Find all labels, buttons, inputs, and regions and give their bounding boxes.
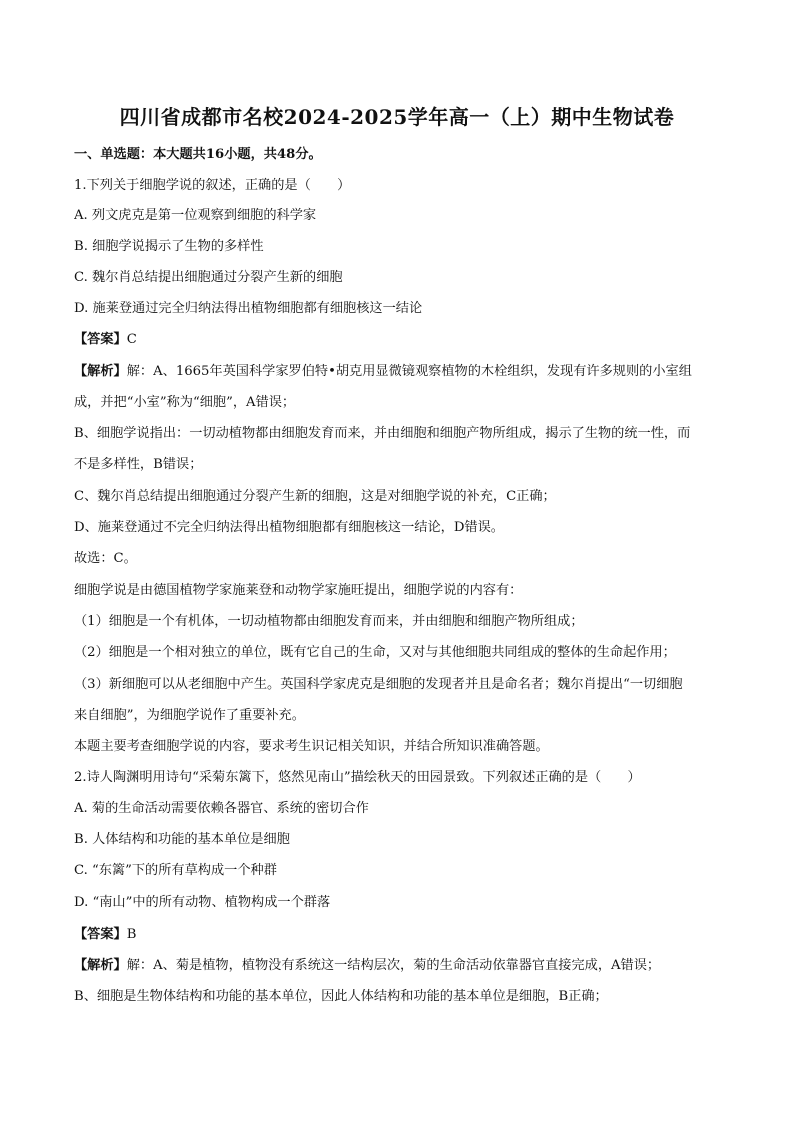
q1-analysis-line: 细胞学说是由德国植物学家施莱登和动物学家施旺提出，细胞学说的内容有：: [74, 583, 523, 598]
q1-analysis-line: B、细胞学说指出：一切动植物都由细胞发育而来，并由细胞和细胞产物所组成，揭示了生物的统一性，而: [74, 426, 691, 441]
q1-analysis-line: （2）细胞是一个相对独立的单位，既有它自己的生命，又对与其他细胞共同组成的整体的生命起作用；: [74, 645, 676, 660]
q2-option-c: C. “东篱”下的所有草构成一个种群: [74, 863, 277, 878]
q1-option-b: B. 细胞学说揭示了生物的多样性: [74, 239, 264, 254]
q1-analysis-line: 本题主要考查细胞学说的内容，要求考生识记相关知识，并结合所知识准确答题。: [74, 739, 549, 754]
q1-option-a: A. 列文虎克是第一位观察到细胞的科学家: [74, 208, 317, 223]
q2-analysis-line: B、细胞是生物体结构和功能的基本单位，因此人体结构和功能的基本单位是细胞，B正确；: [74, 989, 608, 1004]
q2-option-a: A. 菊的生命活动需要依赖各器官、系统的密切合作: [74, 801, 369, 816]
page-title: 四川省成都市名校2024-2025学年高一（上）期中生物试卷: [119, 105, 675, 129]
q1-analysis-line: （1）细胞是一个有机体，一切动植物都由细胞发育而来，并由细胞和细胞产物所组成；: [74, 614, 584, 629]
q1-analysis-line: 成，并把“小室”称为“细胞”，A错误；: [74, 395, 296, 410]
answer-label: 【答案】: [74, 332, 127, 347]
section-heading: 一、单选题：本大题共16小题，共48分。: [74, 147, 322, 162]
q1-analysis-line: 不是多样性，B错误；: [74, 457, 203, 472]
q2-answer-value: B: [126, 927, 137, 942]
q1-analysis-line: D、施莱登通过不完全归纳法得出植物细胞都有细胞核这一结论，D错误。: [74, 520, 504, 535]
q1-answer-value: C: [126, 332, 137, 347]
q1-analysis-line: C、魏尔肖总结提出细胞通过分裂产生新的细胞，这是对细胞学说的补充，C正确；: [74, 489, 556, 504]
q1-analysis-line: [74, 362, 724, 382]
q1-analysis-line: （3）新细胞可以从老细胞中产生。英国科学家虎克是细胞的发现者并且是命名者；魏尔肖提出“一切细胞: [74, 677, 683, 692]
q1-option-d: D. 施莱登通过完全归纳法得出植物细胞都有细胞核这一结论: [74, 301, 423, 316]
q1-analysis-line: 来自细胞”，为细胞学说作了重要补充。: [74, 708, 305, 723]
q2-answer: [74, 925, 724, 945]
q2-option-d: D. “南山”中的所有动物、植物构成一个群落: [74, 895, 331, 910]
q1-option-c: C. 魏尔肖总结提出细胞通过分裂产生新的细胞: [74, 270, 343, 285]
q1-answer: [74, 330, 724, 350]
q1-analysis-text: 解：A、1665年英国科学家罗伯特•胡克用显微镜观察植物的木栓组织，发现有许多规则的小室组: [126, 364, 692, 379]
q2-option-b: B. 人体结构和功能的基本单位是细胞: [74, 832, 290, 847]
question-2-stem: 2.诗人陶渊明用诗句“采菊东篱下，悠然见南山”描绘秋天的田园景致。下列叙述正确的是（ ）: [74, 770, 641, 785]
q1-analysis-line: 故选：C。: [74, 551, 137, 566]
analysis-label: 【解析】: [74, 958, 127, 973]
answer-label: 【答案】: [74, 927, 127, 942]
question-1-stem: 1.下列关于细胞学说的叙述，正确的是（ ）: [74, 178, 351, 193]
analysis-label: 【解析】: [74, 364, 127, 379]
q2-analysis-text: 解：A、菊是植物，植物没有系统这一结构层次，菊的生命活动依靠器官直接完成，A错误；: [126, 958, 661, 973]
q2-analysis-line: [74, 956, 724, 976]
